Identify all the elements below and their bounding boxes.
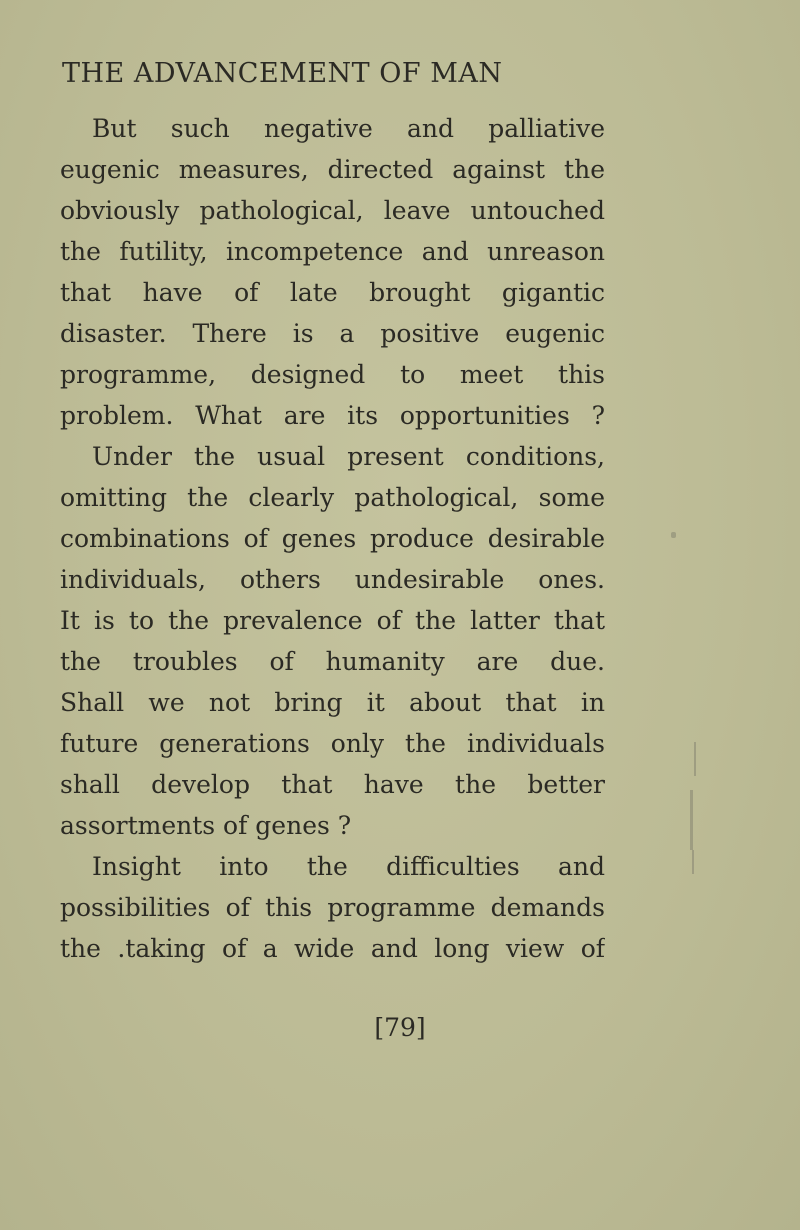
text-line: possibilities of this programme demands — [60, 893, 605, 922]
text-line: shall develop that have the better — [60, 770, 605, 799]
text-line: eugenic measures, directed against the — [60, 155, 605, 184]
text-line: programme, designed to meet this — [60, 360, 605, 389]
text-line: problem. What are its opportunities ? — [60, 401, 605, 430]
margin-mark — [690, 790, 693, 850]
body-text — [60, 108, 605, 969]
text-line: the .taking of a wide and long view of — [60, 934, 605, 963]
running-head: THE ADVANCEMENT OF MAN — [62, 58, 503, 89]
text-line: that have of late brought gigantic — [60, 278, 605, 307]
margin-mark — [694, 742, 696, 776]
text-line: the futility, incompetence and unreason — [60, 237, 605, 266]
text-line: combinations of genes produce desirable — [60, 524, 605, 553]
text-line: individuals, others undesirable ones. — [60, 565, 605, 594]
text-line: Shall we not bring it about that in — [60, 688, 605, 717]
margin-mark — [692, 850, 694, 874]
text-line: It is to the prevalence of the latter that — [60, 606, 605, 635]
text-line: Insight into the difficulties and — [92, 852, 605, 881]
text-line: Under the usual present conditions, — [92, 442, 605, 471]
text-line: omitting the clearly pathological, some — [60, 483, 605, 512]
text-line: obviously pathological, leave untouched — [60, 196, 605, 225]
text-line: But such negative and palliative — [92, 114, 605, 143]
text-line: the troubles of humanity are due. — [60, 647, 605, 676]
text-line: future generations only the individuals — [60, 729, 605, 758]
page-number: [79] — [374, 1013, 426, 1042]
paper-speck — [671, 532, 676, 538]
text-line: assortments of genes ? — [60, 811, 352, 840]
text-line: disaster. There is a positive eugenic — [60, 319, 605, 348]
